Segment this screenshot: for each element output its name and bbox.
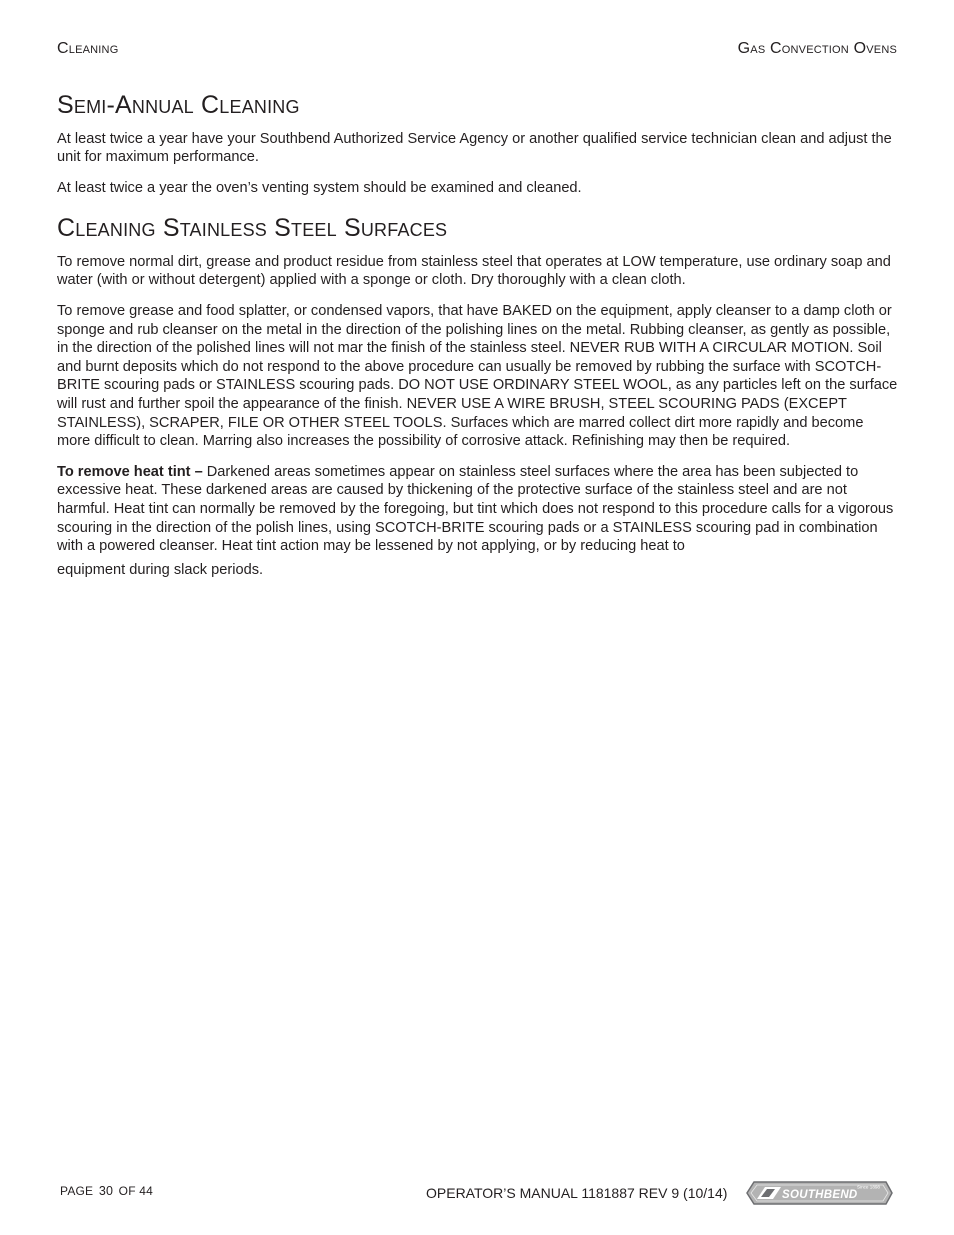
paragraph: To remove normal dirt, grease and product residue from stainless steel that operates at LOW temperature, use ordinary soap and water (with or without detergent) applied with a sponge or cloth. Dry thoroughly with a clean cloth. (57, 253, 891, 289)
heat-tint-paragraph (57, 463, 899, 580)
page-content (57, 92, 899, 591)
section-heading-semi-annual: Semi-Annual Cleaning (57, 91, 300, 119)
southbend-logo (745, 1181, 893, 1205)
page-number (60, 1184, 153, 1198)
page-of: OF 44 (118, 1184, 154, 1198)
running-head-left: Cleaning (57, 40, 119, 57)
paragraph: To remove grease and food splatter, or condensed vapors, that have BAKED on the equipment, apply cleanser to a damp cloth or sponge and rub cleanser on the metal in the direction of the polishing lines on the metal. Rubbing cleanser, as gently as possible, in the direction of the polished lines will not mar the finish of the stainless steel. NEVER RUB WITH A CIRCULAR MOTION. Soil and burnt deposits which do not respond to the above procedure can usually be removed by rubbing the surface with SCOTCH-BRITE scouring pads or STAINLESS scouring pads. DO NOT USE ORDINARY STEEL WOOL, as any particles left on the surface will rust and further spoil the appearance of the finish. NEVER USE A WIRE BRUSH, STEEL SCOURING PADS (EXCEPT STAINLESS), SCRAPER, FILE OR OTHER STEEL TOOLS. Surfaces which are marred collect dirt more rapidly and become more difficult to clean. Marring also increases the possibility of corrosive attack. Refinishing may then be required. (57, 302, 898, 450)
section-heading-stainless: Cleaning Stainless Steel Surfaces (57, 214, 448, 243)
paragraph: At least twice a year the oven’s venting system should be examined and cleaned. (57, 179, 582, 196)
manual-id: OPERATOR’S MANUAL 1181887 REV 9 (10/14) (426, 1185, 728, 1201)
paragraph: At least twice a year have your Southbend Authorized Service Agency or another qualified service technician clean and adjust the unit for maximum performance. (57, 130, 892, 166)
logo-wordmark: SOUTHBEND (782, 1189, 858, 1201)
running-head-right: Gas Convection Ovens (737, 40, 897, 57)
page-label: PAGE (60, 1184, 94, 1198)
logo-since: Since 1898 (857, 1184, 880, 1190)
heat-tint-tail: equipment during slack periods. (57, 561, 264, 578)
heat-tint-body: Darkened areas sometimes appear on stainless steel surfaces where the area has been subjected to excessive heat. These darkened areas are caused by thickening of the protective surface of the stainless steel and are not harmful. Heat tint can normally be removed by the foregoing, but tint which does not respond to this procedure calls for a vigorous scouring in the direction of the polish lines, using SCOTCH-BRITE scouring pads or a STAINLESS scouring pad in combination with a powered cleanser. Heat tint action may be lessened by not applying, or by reducing heat to (57, 463, 894, 555)
page-number-value: 30 (98, 1184, 114, 1198)
heat-tint-lead: To remove heat tint – (57, 463, 203, 480)
